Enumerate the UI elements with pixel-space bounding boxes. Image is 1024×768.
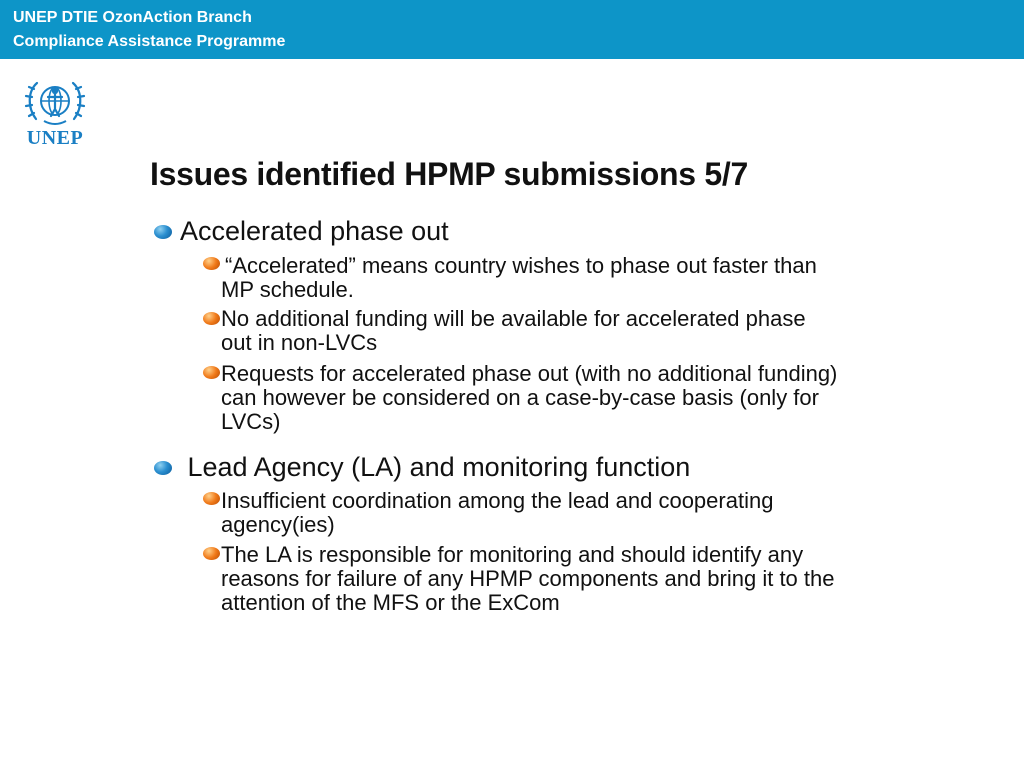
bullet-level1: Accelerated phase out <box>180 216 449 246</box>
logo-text: UNEP <box>26 127 84 149</box>
banner-line-2: Compliance Assistance Programme <box>13 33 286 50</box>
sub-bullet-icon <box>203 547 220 560</box>
sub-bullet-icon <box>203 366 220 379</box>
bullet-level1: Lead Agency (LA) and monitoring function <box>180 452 691 482</box>
sub-bullet-text: Insufficient coordination among the lead and cooperating agency(ies) <box>221 488 774 537</box>
bullet-icon <box>154 225 172 239</box>
sub-bullet-icon <box>203 492 220 505</box>
banner-line-1: UNEP DTIE OzonAction Branch <box>13 9 252 26</box>
sub-bullet-icon <box>203 257 220 270</box>
top-banner <box>0 0 1024 59</box>
bullet-icon <box>154 461 172 475</box>
slide-title: Issues identified HPMP submissions 5/7 <box>150 156 748 192</box>
sub-bullet-icon <box>203 312 220 325</box>
sub-bullet-text: No additional funding will be available for accelerated phase out in non-LVCs <box>221 306 806 355</box>
sub-bullet-text: Requests for accelerated phase out (with no additional funding) can however be considered on a case-by-case basis (only for LVCs) <box>221 361 838 434</box>
sub-bullet-text: “Accelerated” means country wishes to phase out faster than MP schedule. <box>221 253 817 302</box>
sub-bullet-text: The LA is responsible for monitoring and should identify any reasons for failure of any HPMP components and bring it to the attention of the MFS or the ExCom <box>221 542 835 615</box>
unep-logo <box>22 75 88 153</box>
